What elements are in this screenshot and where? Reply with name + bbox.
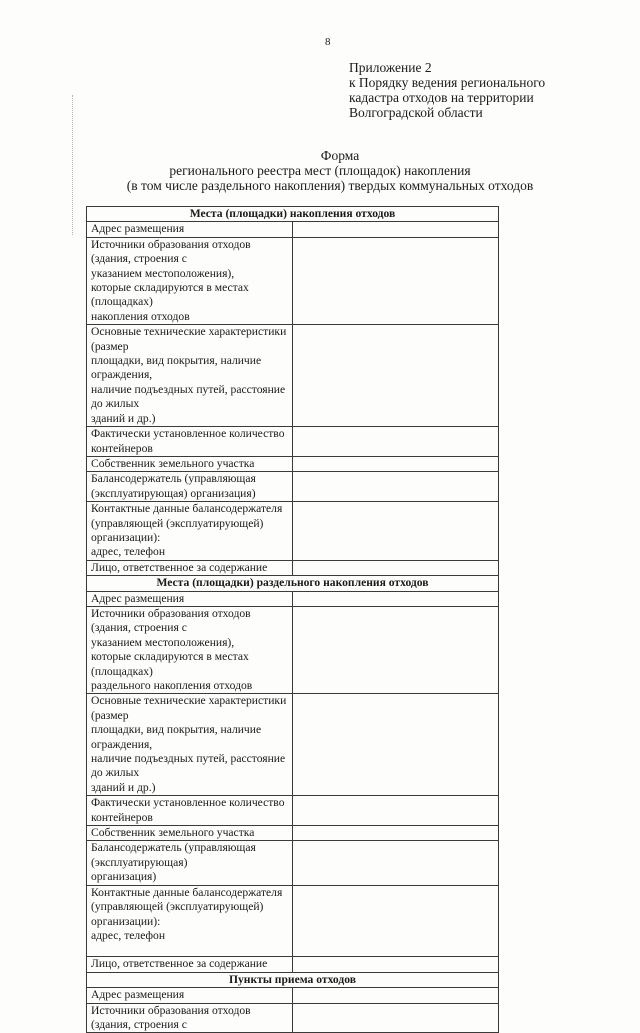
form-subtitle-line: регионального реестра мест (площадок) накопления [169, 163, 471, 178]
row-label: Собственник земельного участка [87, 826, 293, 841]
form-subtitle-line: (в том числе раздельного накопления) твердых коммунальных отходов [126, 178, 534, 193]
table-row [87, 988, 499, 1003]
appendix-line: кадастра отходов на территории [349, 90, 534, 105]
section-title: Места (площадки) раздельного накопления отходов [87, 576, 499, 591]
row-value-cell[interactable] [293, 988, 499, 1003]
appendix-line: Волгоградской области [349, 105, 483, 120]
section-header-row [87, 576, 499, 591]
section-title: Пункты приема отходов [87, 972, 499, 987]
row-value-cell[interactable] [293, 325, 499, 427]
table-row [87, 502, 499, 561]
row-label: Основные технические характеристики (размер площадки, вид покрытия, наличие ограждения, наличие подъездных путей, расстояние до жилых зданий и др.) [87, 694, 293, 796]
row-value-cell[interactable] [293, 826, 499, 841]
table-row [87, 560, 499, 575]
table-row [87, 841, 499, 885]
row-label: Источники образования отходов (здания, строения с указанием местоположения), которые складируются в местах (площадках) накопления отходов [87, 237, 293, 324]
table-row [87, 222, 499, 237]
row-label: Балансодержатель (управляющая (эксплуатирующая) организация) [87, 841, 293, 885]
appendix-header [349, 60, 545, 120]
row-value-cell[interactable] [293, 222, 499, 237]
row-value-cell[interactable] [293, 237, 499, 324]
form-heading [0, 148, 640, 193]
table-row [87, 456, 499, 471]
table-row [87, 591, 499, 606]
appendix-line: Приложение 2 [349, 60, 432, 75]
row-label: Основные технические характеристики (размер площадки, вид покрытия, наличие ограждения, наличие подъездных путей, расстояние до жилых зданий и др.) [87, 325, 293, 427]
row-value-cell[interactable] [293, 456, 499, 471]
form-title: Форма [320, 148, 360, 163]
table-row [87, 957, 499, 972]
section-title: Места (площадки) накопления отходов [87, 207, 499, 222]
row-value-cell[interactable] [293, 694, 499, 796]
table-row [87, 325, 499, 427]
row-label: Лицо, ответственное за содержание [87, 560, 293, 575]
row-label: Фактически установленное количество контейнеров [87, 796, 293, 826]
row-label: Источники образования отходов (здания, строения с [87, 1003, 293, 1033]
table-row [87, 427, 499, 457]
table-row [87, 606, 499, 693]
row-value-cell[interactable] [293, 885, 499, 957]
table-row [87, 826, 499, 841]
row-label: Адрес размещения [87, 988, 293, 1003]
row-value-cell[interactable] [293, 560, 499, 575]
row-label: Лицо, ответственное за содержание [87, 957, 293, 972]
row-label: Адрес размещения [87, 591, 293, 606]
row-value-cell[interactable] [293, 472, 499, 502]
row-label: Адрес размещения [87, 222, 293, 237]
row-label: Контактные данные балансодержателя (управляющей (эксплуатирующей) организации): адрес, телефон [87, 502, 293, 561]
table-row [87, 1003, 499, 1033]
page-number: 8 [325, 36, 331, 48]
row-label: Источники образования отходов (здания, строения с указанием местоположения), которые складируются в местах (площадках) раздельного накопления отходов [87, 606, 293, 693]
row-label: Контактные данные балансодержателя (управляющей (эксплуатирующей) организации): адрес, телефон [87, 885, 293, 957]
row-value-cell[interactable] [293, 606, 499, 693]
section-header-row [87, 972, 499, 987]
row-value-cell[interactable] [293, 841, 499, 885]
row-label: Фактически установленное количество контейнеров [87, 427, 293, 457]
row-label: Собственник земельного участка [87, 456, 293, 471]
section-header-row [87, 207, 499, 222]
table-row [87, 885, 499, 957]
row-value-cell[interactable] [293, 1003, 499, 1033]
appendix-line: к Порядку ведения регионального [349, 75, 546, 90]
row-value-cell[interactable] [293, 427, 499, 457]
row-value-cell[interactable] [293, 957, 499, 972]
row-value-cell[interactable] [293, 502, 499, 561]
row-label: Балансодержатель (управляющая (эксплуатирующая) организация) [87, 472, 293, 502]
table-row [87, 237, 499, 324]
row-value-cell[interactable] [293, 591, 499, 606]
row-value-cell[interactable] [293, 796, 499, 826]
table-row [87, 472, 499, 502]
table-row [87, 694, 499, 796]
registry-table [86, 206, 499, 1033]
table-row [87, 796, 499, 826]
